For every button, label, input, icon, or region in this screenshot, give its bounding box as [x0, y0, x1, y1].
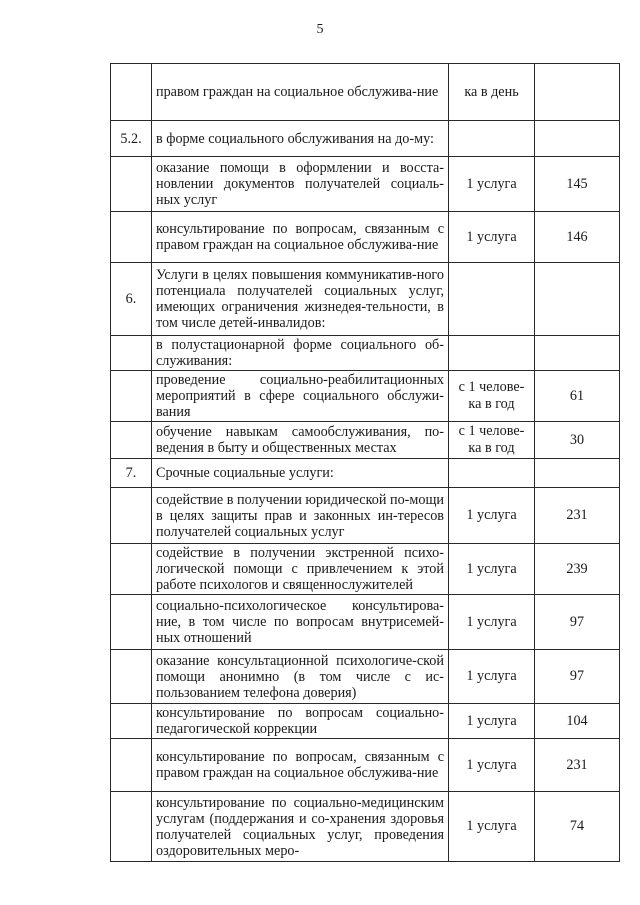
service-name-cell: обучение навыкам самообслуживания, по-ведения в быту и общественных местах: [152, 422, 449, 459]
table-row: [111, 704, 620, 739]
table-row: [111, 595, 620, 650]
service-name-cell: содействие в получении экстренной психо-логической помощи с привлечением к этой работе психологов и священнослужителей: [152, 544, 449, 595]
unit-cell: [449, 263, 535, 336]
price-cell: [535, 336, 620, 371]
row-number-cell: 6.: [111, 263, 152, 336]
unit-cell: 1 услуга: [449, 792, 535, 862]
price-cell: 61: [535, 371, 620, 422]
row-number-cell: [111, 739, 152, 792]
table-row: [111, 459, 620, 488]
table-row: [111, 371, 620, 422]
row-number-cell: 7.: [111, 459, 152, 488]
price-cell: 74: [535, 792, 620, 862]
price-cell: 146: [535, 212, 620, 263]
service-name-cell: Срочные социальные услуги:: [152, 459, 449, 488]
price-cell: 104: [535, 704, 620, 739]
service-name-cell: проведение социально-реабилитационных мероприятий в сфере социального обслужи-вания: [152, 371, 449, 422]
price-cell: 97: [535, 595, 620, 650]
price-cell: 97: [535, 650, 620, 704]
service-name-cell: в полустационарной форме социального об-служивания:: [152, 336, 449, 371]
service-name-cell: социально-психологическое консультирова-ние, в том числе по вопросам внутрисемей-ных отношений: [152, 595, 449, 650]
row-number-cell: [111, 212, 152, 263]
unit-cell: с 1 челове-ка в год: [449, 422, 535, 459]
price-cell: [535, 64, 620, 121]
row-number-cell: [111, 704, 152, 739]
price-cell: [535, 121, 620, 157]
price-cell: 145: [535, 157, 620, 212]
table-row: [111, 544, 620, 595]
service-name-cell: оказание консультационной психологиче-ской помощи анонимно (в том числе с ис-пользованием телефона доверия): [152, 650, 449, 704]
service-name-cell: в форме социального обслуживания на до-му:: [152, 121, 449, 157]
service-name-cell: Услуги в целях повышения коммуникатив-ного потенциала получателей социальных услуг, имеющих ограничения жизнедея-тельности, в том числе детей-инвалидов:: [152, 263, 449, 336]
row-number-cell: [111, 371, 152, 422]
price-cell: [535, 459, 620, 488]
row-number-cell: 5.2.: [111, 121, 152, 157]
unit-cell: [449, 459, 535, 488]
tariff-table-body: [111, 64, 620, 862]
service-name-cell: консультирование по социально-медицинским услугам (поддержания и со-хранения здоровья получателей социальных услуг, проведения оздоровительных меро-: [152, 792, 449, 862]
price-cell: 239: [535, 544, 620, 595]
unit-cell: 1 услуга: [449, 544, 535, 595]
page-number: 5: [316, 22, 324, 37]
table-row: [111, 792, 620, 862]
table-row: [111, 121, 620, 157]
row-number-cell: [111, 488, 152, 544]
price-cell: 231: [535, 488, 620, 544]
price-cell: 30: [535, 422, 620, 459]
table-row: [111, 263, 620, 336]
unit-cell: 1 услуга: [449, 212, 535, 263]
service-name-cell: содействие в получении юридической по-мощи в целях защиты прав и законных ин-тересов получателей социальных услуг: [152, 488, 449, 544]
table-row: [111, 422, 620, 459]
table-row: [111, 64, 620, 121]
row-number-cell: [111, 422, 152, 459]
tariff-table: [110, 63, 620, 862]
table-row: [111, 650, 620, 704]
service-name-cell: консультирование по вопросам социально-педагогической коррекции: [152, 704, 449, 739]
service-name-cell: консультирование по вопросам, связанным с правом граждан на социальное обслужива-ние: [152, 739, 449, 792]
table-row: [111, 212, 620, 263]
unit-cell: 1 услуга: [449, 595, 535, 650]
unit-cell: 1 услуга: [449, 157, 535, 212]
row-number-cell: [111, 544, 152, 595]
unit-cell: ка в день: [449, 64, 535, 121]
unit-cell: с 1 челове-ка в год: [449, 371, 535, 422]
price-cell: [535, 263, 620, 336]
table-row: [111, 488, 620, 544]
service-name-cell: оказание помощи в оформлении и восста-новлении документов получателей социаль-ных услуг: [152, 157, 449, 212]
service-name-cell: консультирование по вопросам, связанным с правом граждан на социальное обслужива-ние: [152, 212, 449, 263]
row-number-cell: [111, 595, 152, 650]
service-name-cell: правом граждан на социальное обслужива-ние: [152, 64, 449, 121]
table-row: [111, 336, 620, 371]
table-row: [111, 739, 620, 792]
unit-cell: 1 услуга: [449, 488, 535, 544]
row-number-cell: [111, 792, 152, 862]
row-number-cell: [111, 650, 152, 704]
row-number-cell: [111, 157, 152, 212]
price-cell: 231: [535, 739, 620, 792]
unit-cell: 1 услуга: [449, 739, 535, 792]
unit-cell: [449, 121, 535, 157]
unit-cell: 1 услуга: [449, 704, 535, 739]
table-row: [111, 157, 620, 212]
row-number-cell: [111, 336, 152, 371]
unit-cell: [449, 336, 535, 371]
unit-cell: 1 услуга: [449, 650, 535, 704]
row-number-cell: [111, 64, 152, 121]
